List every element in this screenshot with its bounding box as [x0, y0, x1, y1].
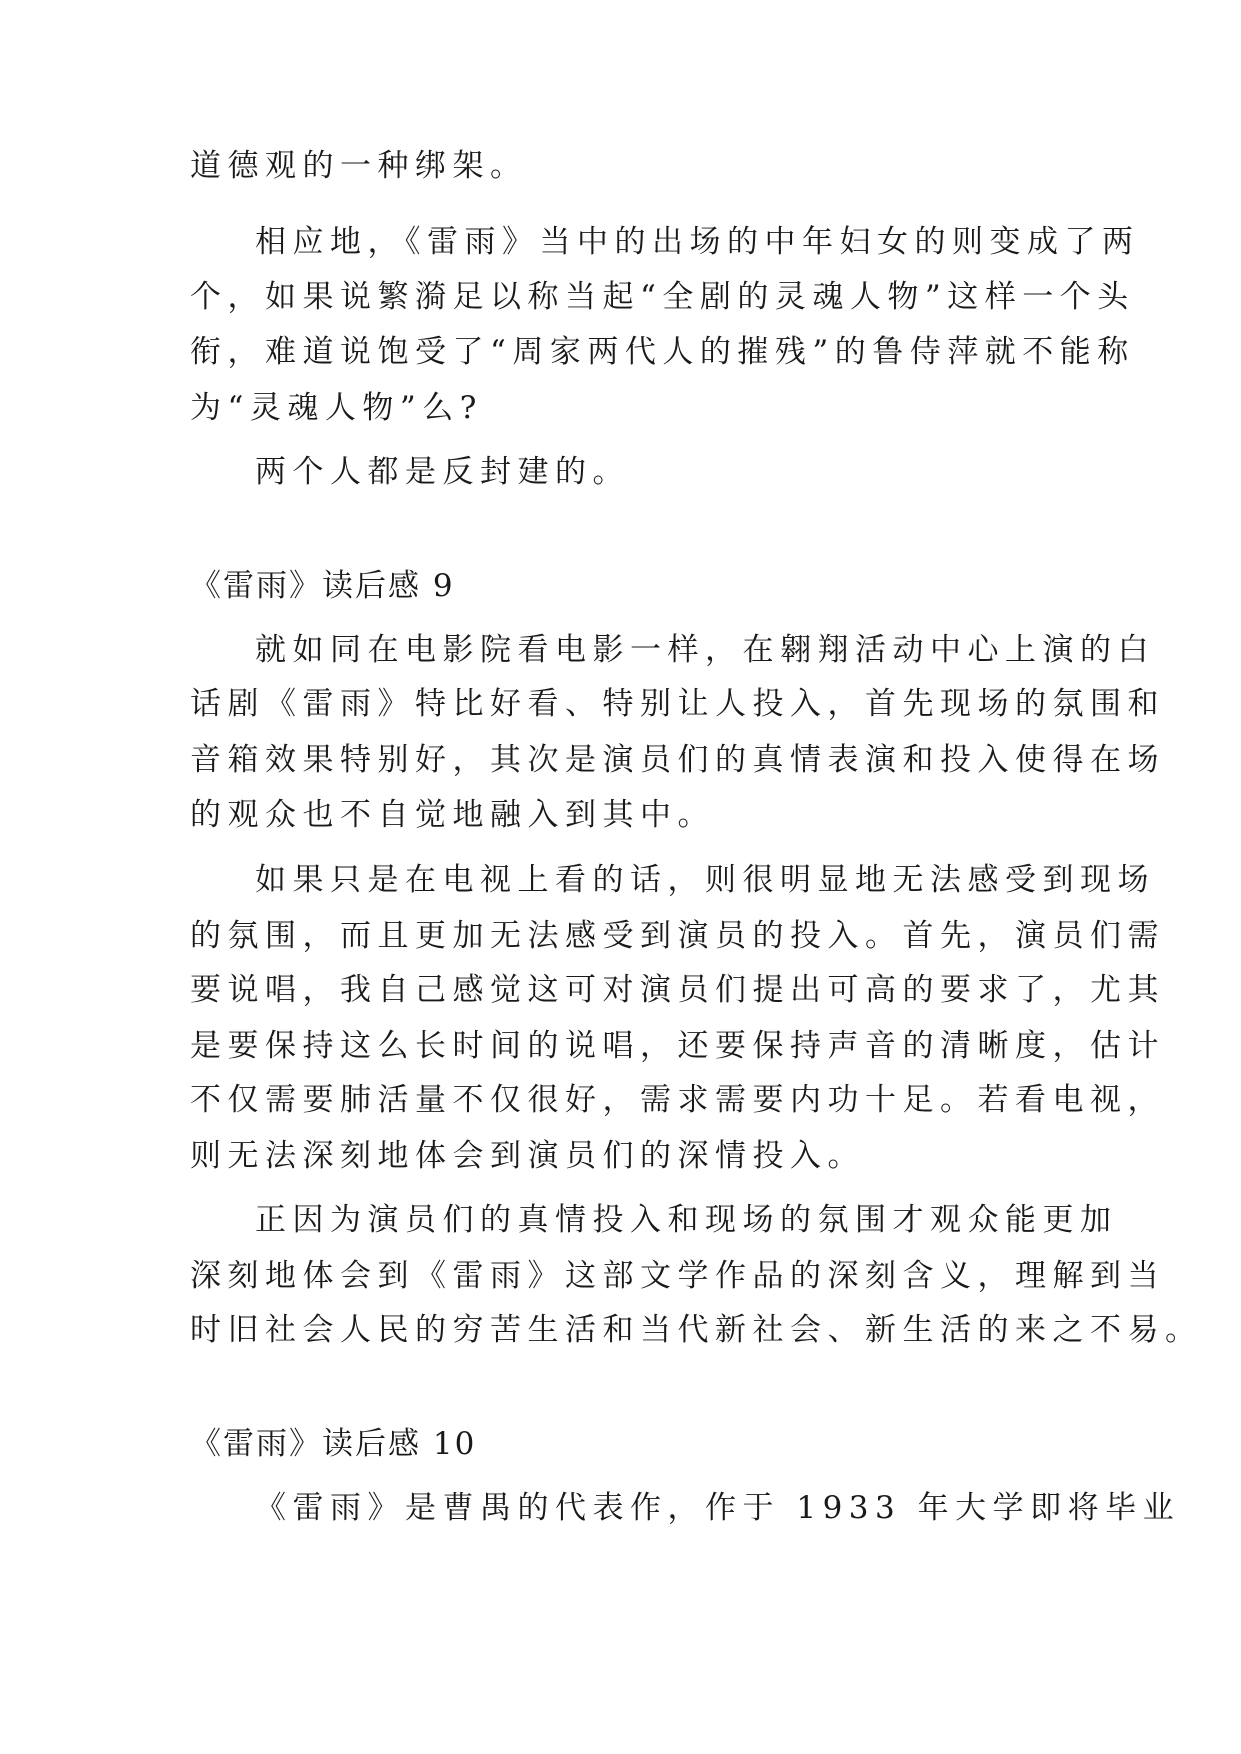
paragraph-line: 两个人都是反封建的。: [255, 454, 630, 490]
paragraph-line: 如果只是在电视上看的话，则很明显地无法感受到现场: [255, 862, 1155, 898]
paragraph-line: 《雷雨》是曹禺的代表作，作于 1933 年大学即将毕业: [255, 1490, 1181, 1526]
paragraph-line: 时旧社会人民的穷苦生活和当代新社会、新生活的来之不易。: [190, 1312, 1203, 1348]
section-heading: 《雷雨》读后感 9: [190, 568, 455, 604]
paragraph-line: 就如同在电影院看电影一样，在翱翔活动中心上演的白: [255, 632, 1155, 668]
section-heading: 《雷雨》读后感 10: [190, 1426, 477, 1462]
paragraph-line: 个，如果说繁漪足以称当起“全剧的灵魂人物”这样一个头: [190, 279, 1135, 315]
paragraph-line: 要说唱，我自己感觉这可对演员们提出可高的要求了，尤其: [190, 972, 1165, 1008]
paragraph-line: 音箱效果特别好，其次是演员们的真情表演和投入使得在场: [190, 742, 1165, 778]
paragraph-line: 为“灵魂人物”么?: [190, 390, 483, 426]
paragraph-line: 话剧《雷雨》特比好看、特别让人投入，首先现场的氛围和: [190, 686, 1165, 722]
paragraph-line: 相应地，《雷雨》当中的出场的中年妇女的则变成了两: [255, 224, 1140, 260]
paragraph-line: 正因为演员们的真情投入和现场的氛围才观众能更加: [255, 1202, 1118, 1238]
paragraph-line: 则无法深刻地体会到演员们的深情投入。: [190, 1138, 865, 1174]
paragraph-line: 衔，难道说饱受了“周家两代人的摧残”的鲁侍萍就不能称: [190, 334, 1135, 370]
paragraph-line: 道德观的一种绑架。: [190, 148, 528, 184]
paragraph-line: 深刻地体会到《雷雨》这部文学作品的深刻含义，理解到当: [190, 1258, 1165, 1294]
paragraph-line: 不仅需要肺活量不仅很好，需求需要内功十足。若看电视，: [190, 1082, 1165, 1118]
paragraph-line: 的氛围，而且更加无法感受到演员的投入。首先，演员们需: [190, 918, 1165, 954]
paragraph-line: 的观众也不自觉地融入到其中。: [190, 797, 715, 833]
paragraph-line: 是要保持这么长时间的说唱，还要保持声音的清晰度，估计: [190, 1028, 1165, 1064]
